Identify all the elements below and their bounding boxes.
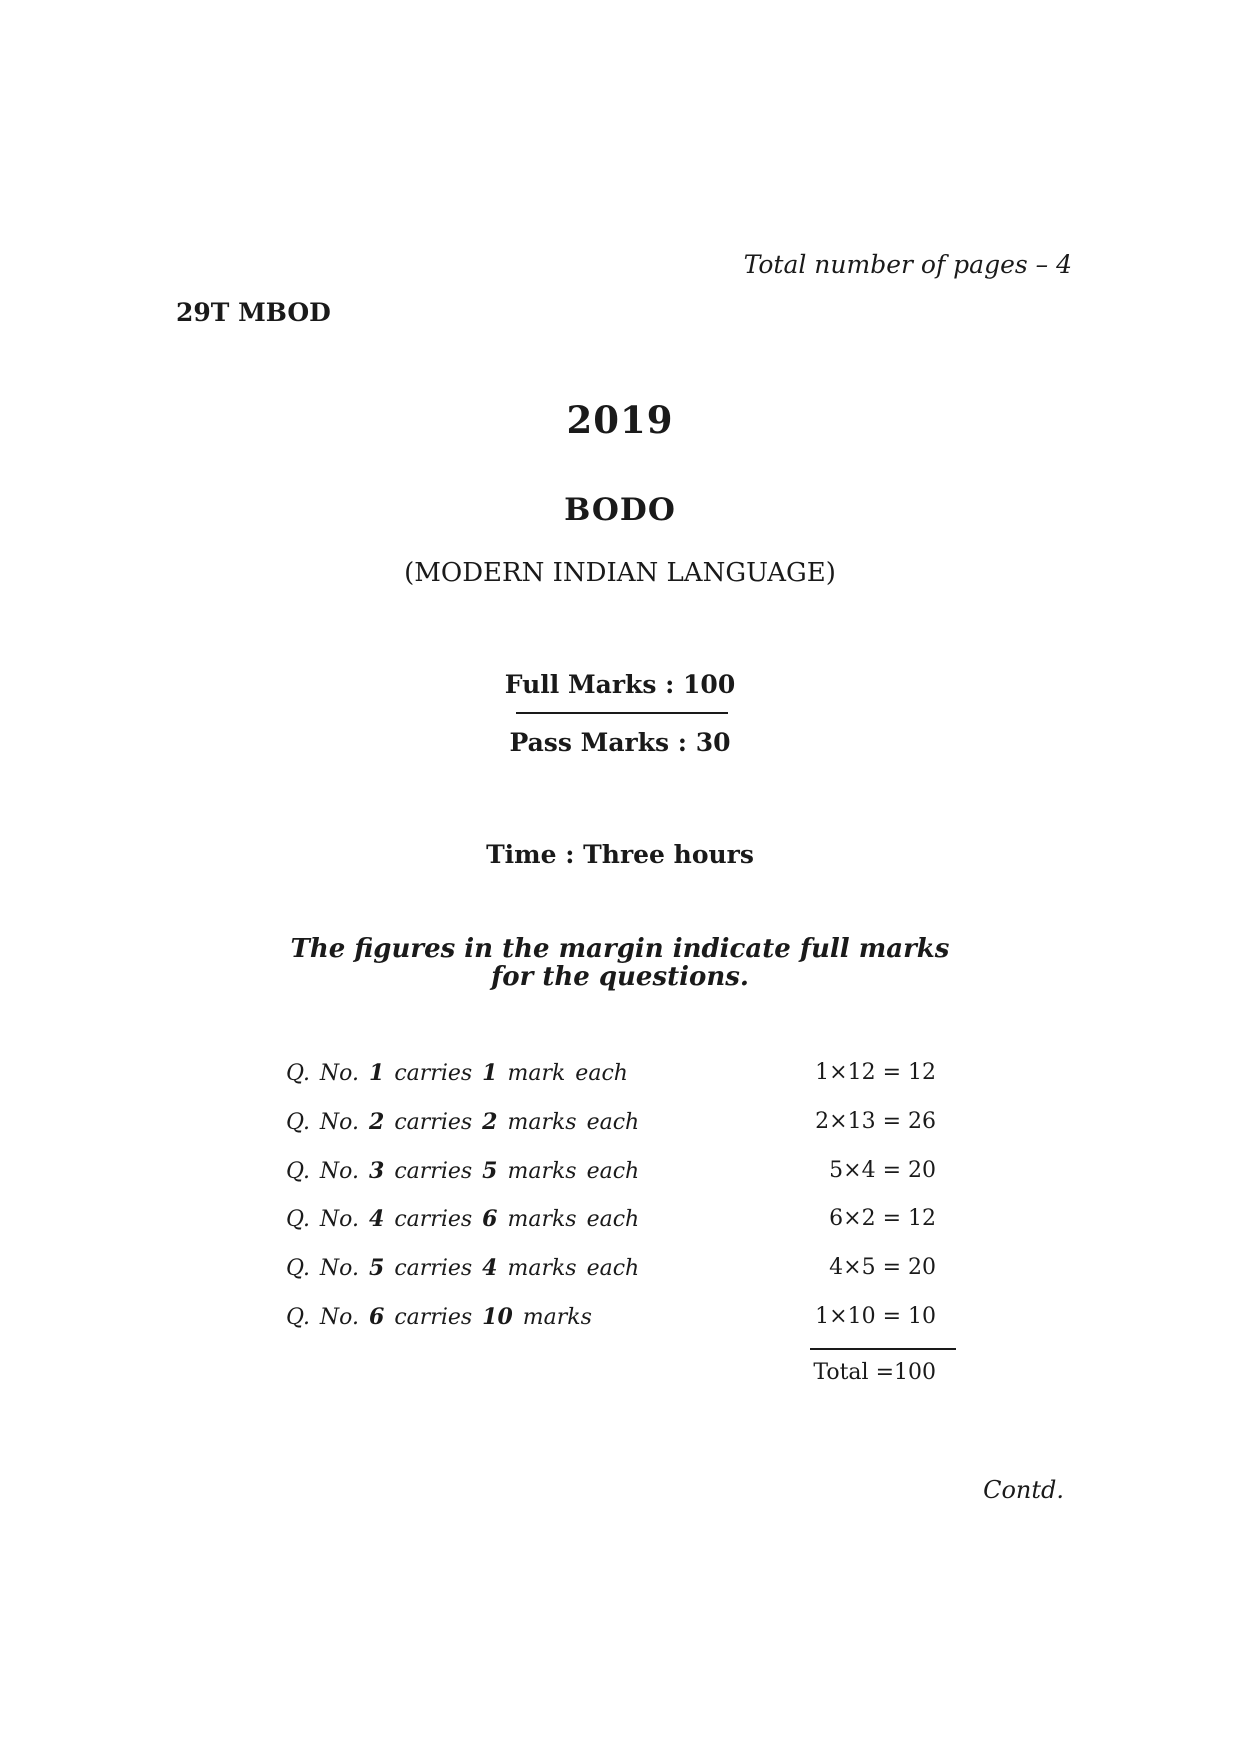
marks-row-formula: 1×12 = 12 (815, 1060, 936, 1085)
marks-row-formula: 4×5 = 20 (829, 1255, 936, 1280)
total-pages-note: Total number of pages – 4 (743, 250, 1072, 279)
marks-row-5 (286, 1255, 936, 1289)
marks-row-text: Q. No. 6 carries 10 marks (286, 1304, 592, 1330)
marks-row-text: Q. No. 5 carries 4 marks each (286, 1255, 640, 1281)
full-marks: Full Marks : 100 (504, 670, 736, 699)
marks-row-1 (286, 1060, 936, 1094)
marks-row-3 (286, 1158, 936, 1192)
marks-row-text: Q. No. 4 carries 6 marks each (286, 1206, 640, 1232)
marks-row-text: Q. No. 3 carries 5 marks each (286, 1158, 640, 1184)
marks-row-formula: 6×2 = 12 (829, 1206, 936, 1231)
marks-row-formula: 1×10 = 10 (815, 1304, 936, 1329)
exam-year: 2019 (566, 398, 674, 442)
pass-marks: Pass Marks : 30 (509, 728, 731, 757)
instruction (0, 935, 1240, 991)
subject-subtitle: (MODERN INDIAN LANGUAGE) (404, 558, 836, 588)
instruction-line-2: for the questions. (491, 962, 749, 992)
marks-row-6 (286, 1304, 936, 1338)
marks-row-4 (286, 1206, 936, 1240)
instruction-line-1: The figures in the margin indicate full marks (290, 934, 950, 964)
paper-code: 29T MBOD (176, 298, 331, 327)
marks-row-text: Q. No. 2 carries 2 marks each (286, 1109, 640, 1135)
subject-title: BODO (564, 492, 676, 528)
continued-note: Contd. (983, 1476, 1064, 1504)
marks-divider (516, 712, 728, 714)
marks-row-text: Q. No. 1 carries 1 mark each (286, 1060, 628, 1086)
marks-total: Total =100 (813, 1360, 936, 1385)
marks-row-formula: 5×4 = 20 (829, 1158, 936, 1183)
marks-row-formula: 2×13 = 26 (815, 1109, 936, 1134)
total-divider (810, 1348, 956, 1350)
marks-row-2 (286, 1109, 936, 1143)
exam-time: Time : Three hours (486, 840, 754, 869)
